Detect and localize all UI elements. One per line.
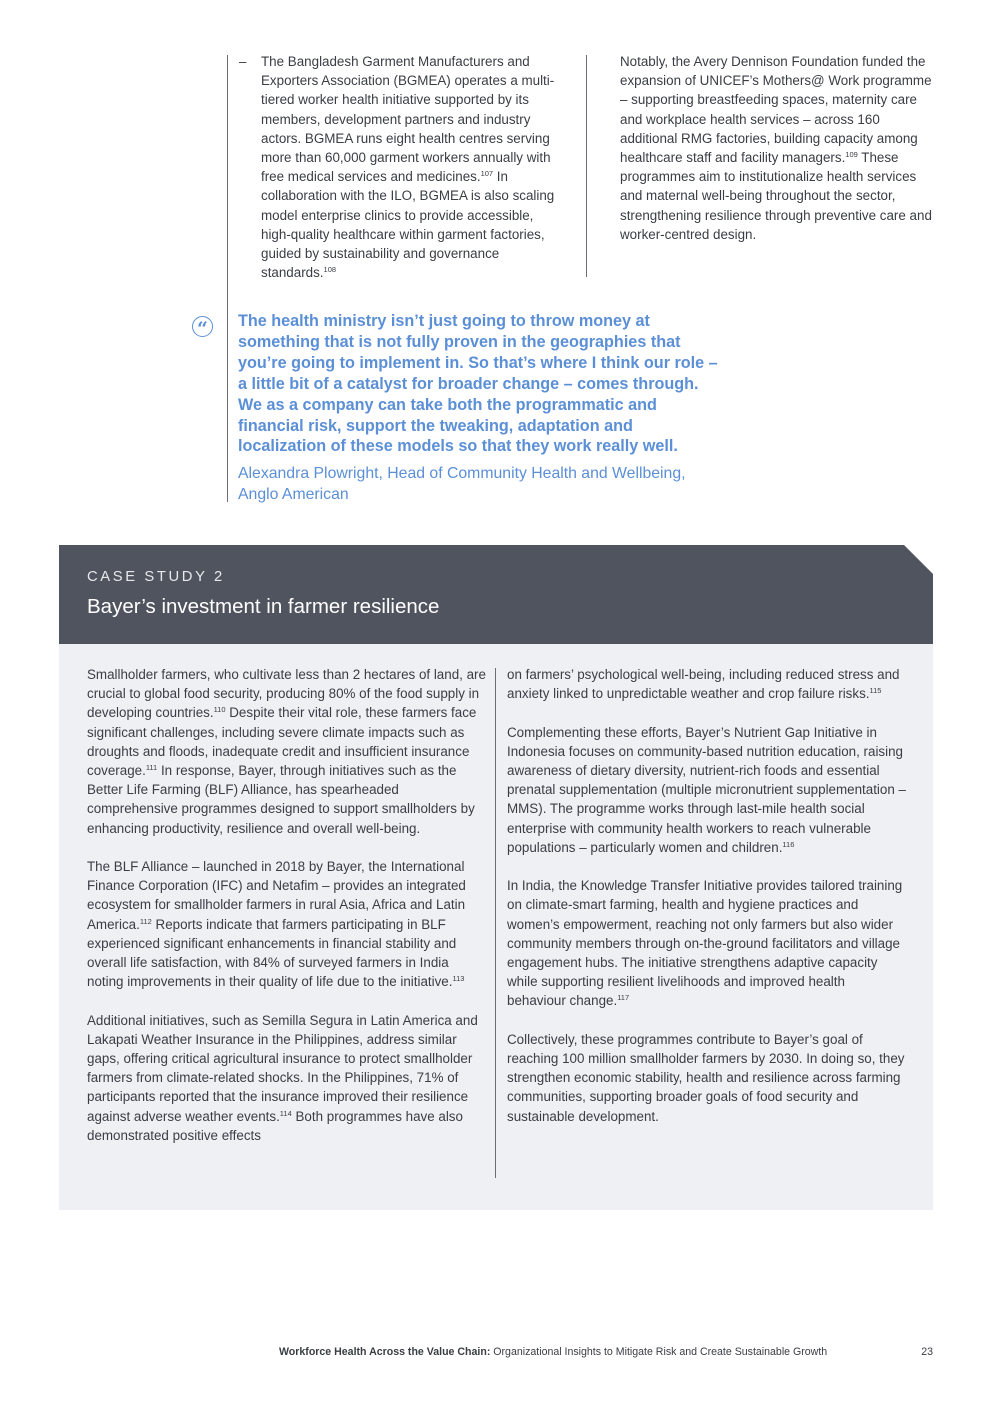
case-study-label: CASE STUDY 2 xyxy=(87,569,225,585)
case-study-paragraph: In India, the Knowledge Transfer Initiative provides tailored training on climate-smart farming, health and hygiene practices and women’s empowerment, reaching not only farmers but also wider community members through on-the-ground facilitators and village engagement hubs. The initiative strengthens adaptive capacity while supporting resilient livelihoods and improved health behaviour change.$^{117}$ xyxy=(507,878,903,1009)
footer-report-title: Workforce Health Across the Value Chain: xyxy=(279,1346,491,1358)
case-study-paragraph: Smallholder farmers, who cultivate less than 2 hectares of land, are crucial to global food security, producing 80% of the food supply in developing countries.$^{110}$ Despite their vital role, these farmers face significant challenges, including severe climate impacts such as droughts and floods, inadequate credit and insufficient insurance coverage.$^{111}$ In response, Bayer, through initiatives such as the Better Life Farming (BLF) Alliance, has spearheaded comprehensive programmes designed to support smallholders by enhancing productivity, resilience and overall well-being. xyxy=(87,667,486,836)
case-study-right-column xyxy=(507,665,907,1145)
case-study-paragraph: Collectively, these programmes contribute to Bayer’s goal of reaching 100 million smallholder farmers by 2030. In doing so, they strengthen economic stability, health and resilience across farming communities, supporting broader goals of food security and sustainable development. xyxy=(507,1031,905,1124)
bgmea-paragraph: The Bangladesh Garment Manufacturers and Exporters Association (BGMEA) operates a multi-tiered worker health initiative supported by its members, development partners and industry actors. BGMEA runs eight health centres serving more than 60,000 garment workers annually with free medical services and medicines.$^{107}$ In collaboration with the ILO, BGMEA is also scaling model enterprise clinics to provide accessible, high-quality healthcare within garment factories, guided by sustainability and governance standards.$^{108}$ xyxy=(261,54,555,281)
footer-report-subtitle: Organizational Insights to Mitigate Risk and Create Sustainable Growth xyxy=(490,1346,828,1358)
footnote-ref: 113 xyxy=(452,974,465,984)
page-footer xyxy=(279,1346,933,1358)
footnote-ref: 114 xyxy=(279,1108,292,1118)
footnote-ref: 117 xyxy=(617,993,630,1003)
footnote-ref: 109 xyxy=(845,150,858,160)
column-divider-middle xyxy=(586,55,587,277)
case-study-left-column xyxy=(87,665,487,1164)
footnote-ref: 112 xyxy=(139,916,152,926)
quote-icon: “ xyxy=(192,316,213,337)
column-divider-left xyxy=(227,55,228,502)
page-number: 23 xyxy=(921,1346,933,1358)
footnote-ref: 110 xyxy=(213,705,226,715)
bullet-dash: – xyxy=(239,54,247,69)
case-study-title: Bayer’s investment in farmer resilience xyxy=(87,595,440,618)
footnote-ref: 108 xyxy=(323,265,337,275)
case-study-paragraph: Additional initiatives, such as Semilla Segura in Latin America and Lakapati Weather Insurance in the Philippines, address similar gaps, offering critical agricultural insurance to protect smallholder farmers from climate-related shocks. In the Philippines, 71% of participants reported that the insurance improved their resilience against adverse weather events.$^{114}$ Both programmes have also demonstrated positive effects xyxy=(87,1012,478,1143)
avery-dennison-paragraph: Notably, the Avery Dennison Foundation funded the expansion of UNICEF’s Mothers@ Work programme – supporting breastfeeding spaces, maternity care and workplace health services – across 160 additional RMG factories, building capacity among healthcare staff and facility managers.$^{109}$ These programmes aim to institutionalize health services and maternal well-being throughout the sector, strengthening resilience through preventive care and worker-centred design. xyxy=(620,54,932,242)
footnote-ref: 107 xyxy=(480,169,494,179)
footnote-ref: 116 xyxy=(782,839,795,849)
quote-attribution: Alexandra Plowright, Head of Community Health and Wellbeing, Anglo American xyxy=(238,465,686,503)
case-study-paragraph: Complementing these efforts, Bayer’s Nutrient Gap Initiative in Indonesia focuses on community-based nutrition education, raising awareness of dietary diversity, nutrient-rich foods and essential prenatal supplementation (multiple micronutrient supplementation – MMS). The programme works through last-mile health social enterprise with community health workers to reach vulnerable populations – particularly women and children.$^{116}$ xyxy=(507,724,906,855)
case-study-paragraph: The BLF Alliance – launched in 2018 by Bayer, the International Finance Corporation (IFC) and Netafim – provides an integrated ecosystem for smallholder farmers in rural Asia, Africa and Latin America.$^{112}$ Reports indicate that farmers participating in BLF experienced significant enhancements in financial stability and overall life satisfaction, with 84% of surveyed farmers in India noting improvements in their quality of life due to the initiative.$^{113}$ xyxy=(87,859,466,990)
case-study-column-divider xyxy=(495,668,496,1178)
pull-quote-text: The health ministry isn’t just going to throw money at something that is not fully proven in the geographies that you’re going to implement in. So that’s where I think our role – a little bit of a catalyst for broader change – comes through. We as a company can take both the programmatic and financial risk, support the tweaking, adaptation and localization of these models so that they work really well. xyxy=(238,312,718,456)
footnote-ref: 115 xyxy=(869,686,882,696)
case-study-paragraph: on farmers’ psychological well-being, including reduced stress and anxiety linked to unpredictable weather and crop failure risks.$^{115}$ xyxy=(507,667,900,702)
footnote-ref: 111 xyxy=(145,763,158,773)
